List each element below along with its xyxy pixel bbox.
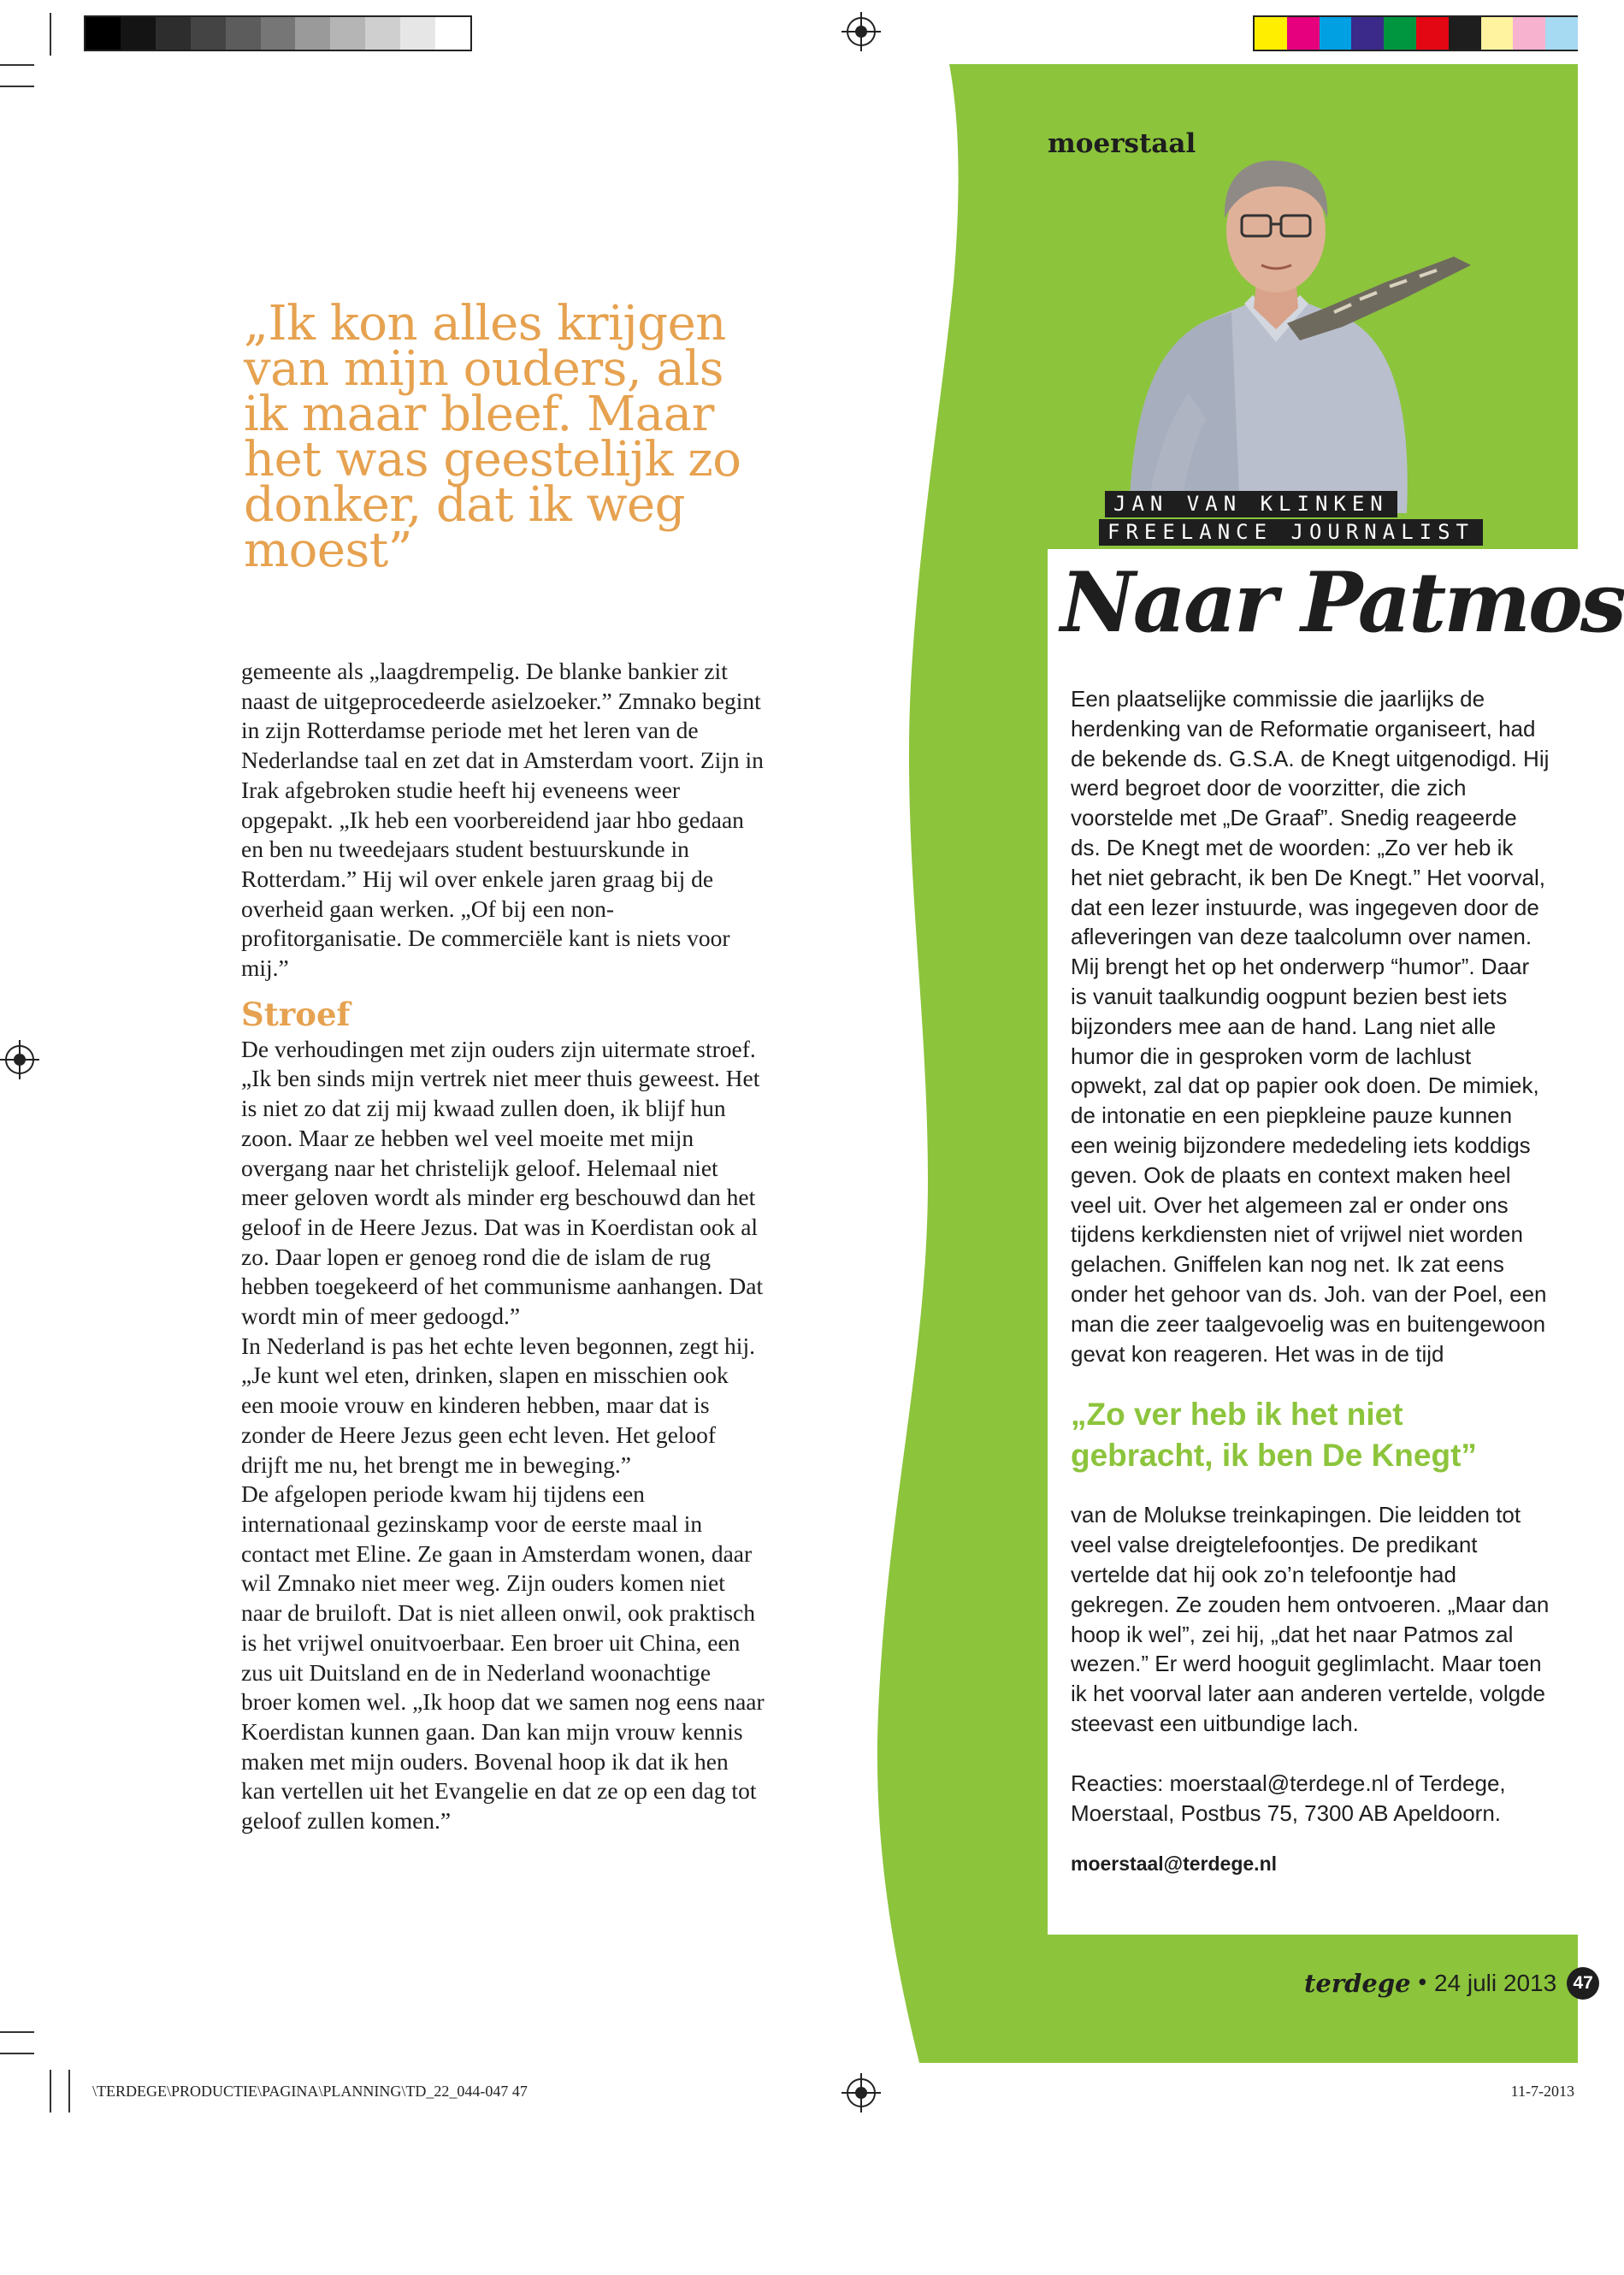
byline-role: FREELANCE JOURNALIST: [1099, 519, 1483, 546]
paragraph: Een plaatselijke commissie die jaarlijks de herdenking van de Reformatie organiseert, had de bekende ds. G.S.A. de Knegt uitgenodigd. Hij werd begroet door de voorzitter, die zich voorstelde met „De Graaf”. Snedig reageerde ds. De Knegt met de woorden: „Zo ver heb ik het niet gebracht, ik ben De Knegt.” Het voorval, dat een lezer instuurde, was ingegeven door de afleveringen van deze taalcolumn over namen. Mij brengt het op het onderwerp “humor”. Daar is vanuit taalkundig oogpunt bezien best iets bijzonders mee aan de hand. Lang niet alle humor die in gesproken vorm de lachlust opwekt, zal dat op papier ook doen. De mimiek, de intonatie en een piepkleine pauze kunnen een weinig bijzondere mededeling iets koddigs geven. Ook de plaats en context maken heel veel uit. Over het algemeen zal er onder ons tijdens kerkdiensten niet of vrijwel niet worden gelachen. Gniffelen kan nog net. Ik zat eens onder het gehoor van ds. Joh. van der Poel, een man die zeer taalgevoelig was en buitengewoon gevat kon reageren. Het was in de tijd: [1071, 686, 1550, 1367]
print-slug-path: \TERDEGE\PRODUCTIE\PAGINA\PLANNING\TD_22_044-047 47: [92, 2083, 528, 2100]
page-number: 47: [1567, 1967, 1599, 2000]
folio-separator: •: [1415, 1971, 1429, 1996]
paragraph: De verhoudingen met zijn ouders zijn uitermate stroef. „Ik ben sinds mijn vertrek niet meer thuis geweest. Het is niet zo dat zij mij kwaad zullen doen, ik blijf hun zoon. Maar ze hebben wel veel moeite met mijn overgang naar het christelijk geloof. Helemaal niet meer geloven wordt als minder erg beschouwd dan het geloof in de Heere Jezus. Dat was in Koerdistan ook al zo. Daar lopen er genoeg rond die de islam de rug hebben toegekeerd of het communisme aanhangen. Dat wordt min of meer gedoogd.”: [241, 1035, 764, 1330]
byline-name: JAN VAN KLINKEN: [1105, 491, 1397, 517]
author-portrait: [1095, 137, 1488, 513]
contact-info: Reacties: moerstaal@terdege.nl of Terdege, Moerstaal, Postbus 75, 7300 AB Apeldoorn.: [1071, 1770, 1506, 1826]
magazine-brand: terdege: [1304, 1969, 1411, 1998]
article-body-right: [1071, 684, 1550, 1879]
pull-quote: „Ik kon alles krijgen van mijn ouders, als ik maar bleef. Maar het was geestelijk zo donker, dat ik weg moest”: [244, 296, 741, 578]
paragraph: De afgelopen periode kwam hij tijdens een internationaal gezinskamp voor de eerste maal in contact met Eline. Ze gaan in Amsterdam wonen, daar wil Zmnako niet meer weg. Zijn ouders komen niet naar de bruiloft. Dat is niet alleen onwil, ook praktisch is het vrijwel onuitvoerbaar. Een broer uit China, een zus uit Duitsland en de in Nederland woonachtige broer komen wel. „Ik hoop dat we samen nog eens naar Koerdistan kunnen gaan. Dan kan mijn vrouw kennis maken met mijn ouders. Bovenal hoop ik dat ik hen kan vertellen uit het Evangelie en dat ze op een dag tot geloof zullen komen.”: [241, 1480, 765, 1835]
paragraph: gemeente als „laagdrempelig. De blanke bankier zit naast de uitgeprocedeerde asielzoeker.” Zmnako begint in zijn Rotterdamse periode met het leren van de Nederlandse taal en zet dat in Amsterdam voort. Zijn in Irak afgebroken studie heeft hij eveneens weer opgepakt. „Ik heb een voorbereidend jaar hbo gedaan en ben nu tweedejaars student bestuurskunde in Rotterdam.” Hij wil over enkele jaren graag bij de overheid gaan werken. „Of bij een non-profitorganisatie. De commerciële kant is niets voor mij.”: [241, 658, 764, 982]
paragraph: In Nederland is pas het echte leven begonnen, zegt hij. „Je kunt wel eten, drinken, slapen en misschien ook een mooie vrouw en kinderen hebben, maar dat is zonder de Heere Jezus geen echt leven. Het geloof drijft me nu, het brengt me in beweging.”: [241, 1332, 755, 1478]
subheading: Stroef: [241, 995, 351, 1033]
issue-date: 24 juli 2013: [1433, 1970, 1557, 1996]
headline: Naar Patmos: [1060, 554, 1624, 651]
folio: [1304, 1967, 1599, 2000]
pull-quote-green: „Zo ver heb ik het niet gebracht, ik ben De Knegt”: [1071, 1397, 1477, 1474]
paragraph: van de Molukse treinkapingen. Die leidden tot veel valse dreigtelefoontjes. De predikant vertelde dat hij ook zo’n telefoontje had gekregen. Ze zouden hem ontvoeren. „Maar dan hoop ik wel”, zei hij, „dat het naar Patmos zal wezen.” Er werd hooguit geglimlacht. Maar toen ik het voorval later aan anderen vertelde, volgde steevast een uitbundige lach.: [1071, 1502, 1550, 1736]
article-body-left: [241, 657, 765, 1836]
section-label: moerstaal: [1048, 128, 1196, 159]
contact-email: moerstaal@terdege.nl: [1071, 1852, 1278, 1876]
print-slug-date: 11-7-2013: [1510, 2083, 1574, 2100]
